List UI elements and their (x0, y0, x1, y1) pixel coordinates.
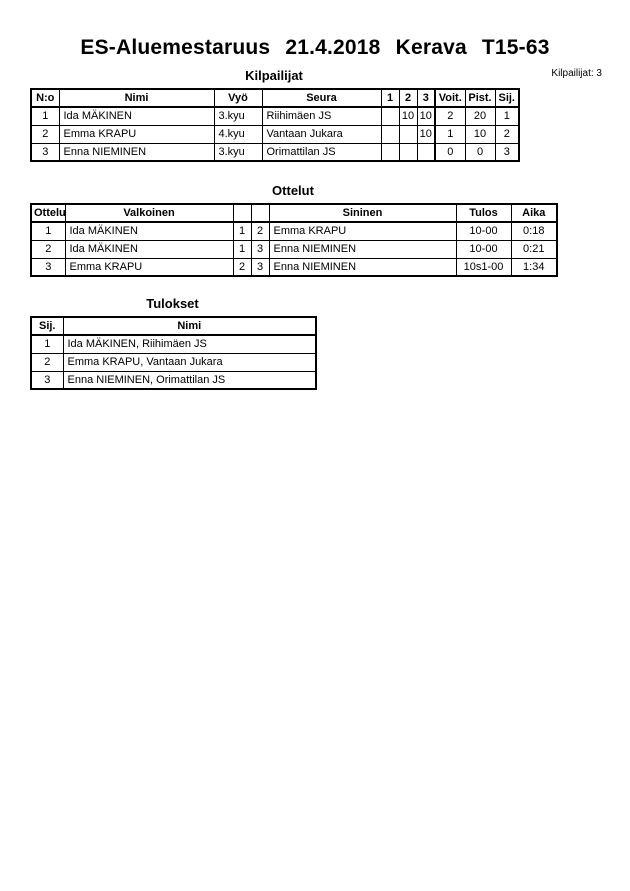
table-cell: Emma KRAPU (59, 125, 214, 143)
kilpailijat-table (30, 88, 520, 162)
table-cell: 10 (417, 107, 435, 125)
section-tulokset (30, 296, 630, 390)
table-cell: Emma KRAPU (65, 258, 233, 276)
table-cell (399, 143, 417, 161)
header-cell: Nimi (59, 89, 214, 107)
table-cell: 3 (31, 143, 59, 161)
header-cell: Ottelu (31, 204, 65, 222)
table-cell: Vantaan Jukara (262, 125, 381, 143)
table-cell: 2 (251, 222, 269, 240)
header-cell: Seura (262, 89, 381, 107)
header-cell: Sij. (495, 89, 519, 107)
table-row (31, 258, 557, 276)
table-cell: 0:21 (511, 240, 557, 258)
table-cell: Enna NIEMINEN (269, 258, 456, 276)
table-cell: 3 (251, 258, 269, 276)
table-cell: Emma KRAPU (269, 222, 456, 240)
table-cell: 1 (233, 222, 251, 240)
table-cell: 2 (435, 107, 465, 125)
table-cell: Ida MÄKINEN (65, 222, 233, 240)
table-cell: 10 (465, 125, 495, 143)
table-cell: 0:18 (511, 222, 557, 240)
header-cell (233, 204, 251, 222)
table-cell: 1 (435, 125, 465, 143)
header-cell: 3 (417, 89, 435, 107)
table-cell: 4.kyu (214, 125, 262, 143)
table-cell: Ida MÄKINEN, Riihimäen JS (63, 335, 316, 353)
table-cell: Enna NIEMINEN (59, 143, 214, 161)
table-cell (399, 125, 417, 143)
table-row (31, 107, 519, 125)
table-row (31, 125, 519, 143)
competitor-count-label: Kilpailijat: 3 (551, 68, 602, 79)
table-cell: 3 (251, 240, 269, 258)
table-header-row (31, 204, 557, 222)
header-cell: 1 (381, 89, 399, 107)
table-cell: 1 (233, 240, 251, 258)
table-cell (417, 143, 435, 161)
table-cell: 1 (495, 107, 519, 125)
table-cell: 3 (31, 371, 63, 389)
table-cell: Enna NIEMINEN (269, 240, 456, 258)
table-cell: Riihimäen JS (262, 107, 381, 125)
table-cell: 1 (31, 335, 63, 353)
table-row (31, 371, 316, 389)
table-cell: 3 (495, 143, 519, 161)
tulokset-table (30, 316, 317, 390)
table-cell (381, 125, 399, 143)
table-cell: 10 (417, 125, 435, 143)
header-cell: Voit. (435, 89, 465, 107)
table-cell: Emma KRAPU, Vantaan Jukara (63, 353, 316, 371)
table-cell: 20 (465, 107, 495, 125)
table-cell: 3.kyu (214, 143, 262, 161)
table-cell: Ida MÄKINEN (65, 240, 233, 258)
table-cell: 10-00 (456, 222, 511, 240)
table-cell: 2 (31, 125, 59, 143)
table-cell: 10-00 (456, 240, 511, 258)
table-row (31, 335, 316, 353)
header-cell (251, 204, 269, 222)
table-row (31, 353, 316, 371)
section-kilpailijat (30, 68, 630, 162)
section-ottelut (30, 183, 630, 277)
table-row (31, 222, 557, 240)
kilpailijat-heading: Kilpailijat (245, 68, 303, 83)
header-cell: Sij. (31, 317, 63, 335)
table-cell: 10s1-00 (456, 258, 511, 276)
header-cell: N:o (31, 89, 59, 107)
header-cell: Aika (511, 204, 557, 222)
header-cell: Pist. (465, 89, 495, 107)
header-cell: Vyö (214, 89, 262, 107)
header-cell: Nimi (63, 317, 316, 335)
table-cell: 1 (31, 107, 59, 125)
tulokset-heading: Tulokset (146, 296, 199, 311)
table-cell (381, 143, 399, 161)
table-cell: 1 (31, 222, 65, 240)
table-cell: 0 (465, 143, 495, 161)
table-cell (381, 107, 399, 125)
table-row (31, 240, 557, 258)
table-cell: Enna NIEMINEN, Orimattilan JS (63, 371, 316, 389)
table-header-row (31, 317, 316, 335)
header-cell: Valkoinen (65, 204, 233, 222)
table-cell: 3 (31, 258, 65, 276)
table-row (31, 143, 519, 161)
table-cell: 0 (435, 143, 465, 161)
table-cell: 2 (233, 258, 251, 276)
table-cell: 2 (31, 353, 63, 371)
table-header-row (31, 89, 519, 107)
table-cell: 10 (399, 107, 417, 125)
ottelut-table (30, 203, 558, 277)
table-cell: 2 (31, 240, 65, 258)
header-cell: 2 (399, 89, 417, 107)
table-cell: 1:34 (511, 258, 557, 276)
header-cell: Tulos (456, 204, 511, 222)
table-cell: Orimattilan JS (262, 143, 381, 161)
header-cell: Sininen (269, 204, 456, 222)
table-cell: Ida MÄKINEN (59, 107, 214, 125)
table-cell: 2 (495, 125, 519, 143)
ottelut-heading: Ottelut (272, 183, 314, 198)
table-cell: 3.kyu (214, 107, 262, 125)
page-title: ES-Aluemestaruus 21.4.2018 Kerava T15-63 (80, 36, 550, 59)
